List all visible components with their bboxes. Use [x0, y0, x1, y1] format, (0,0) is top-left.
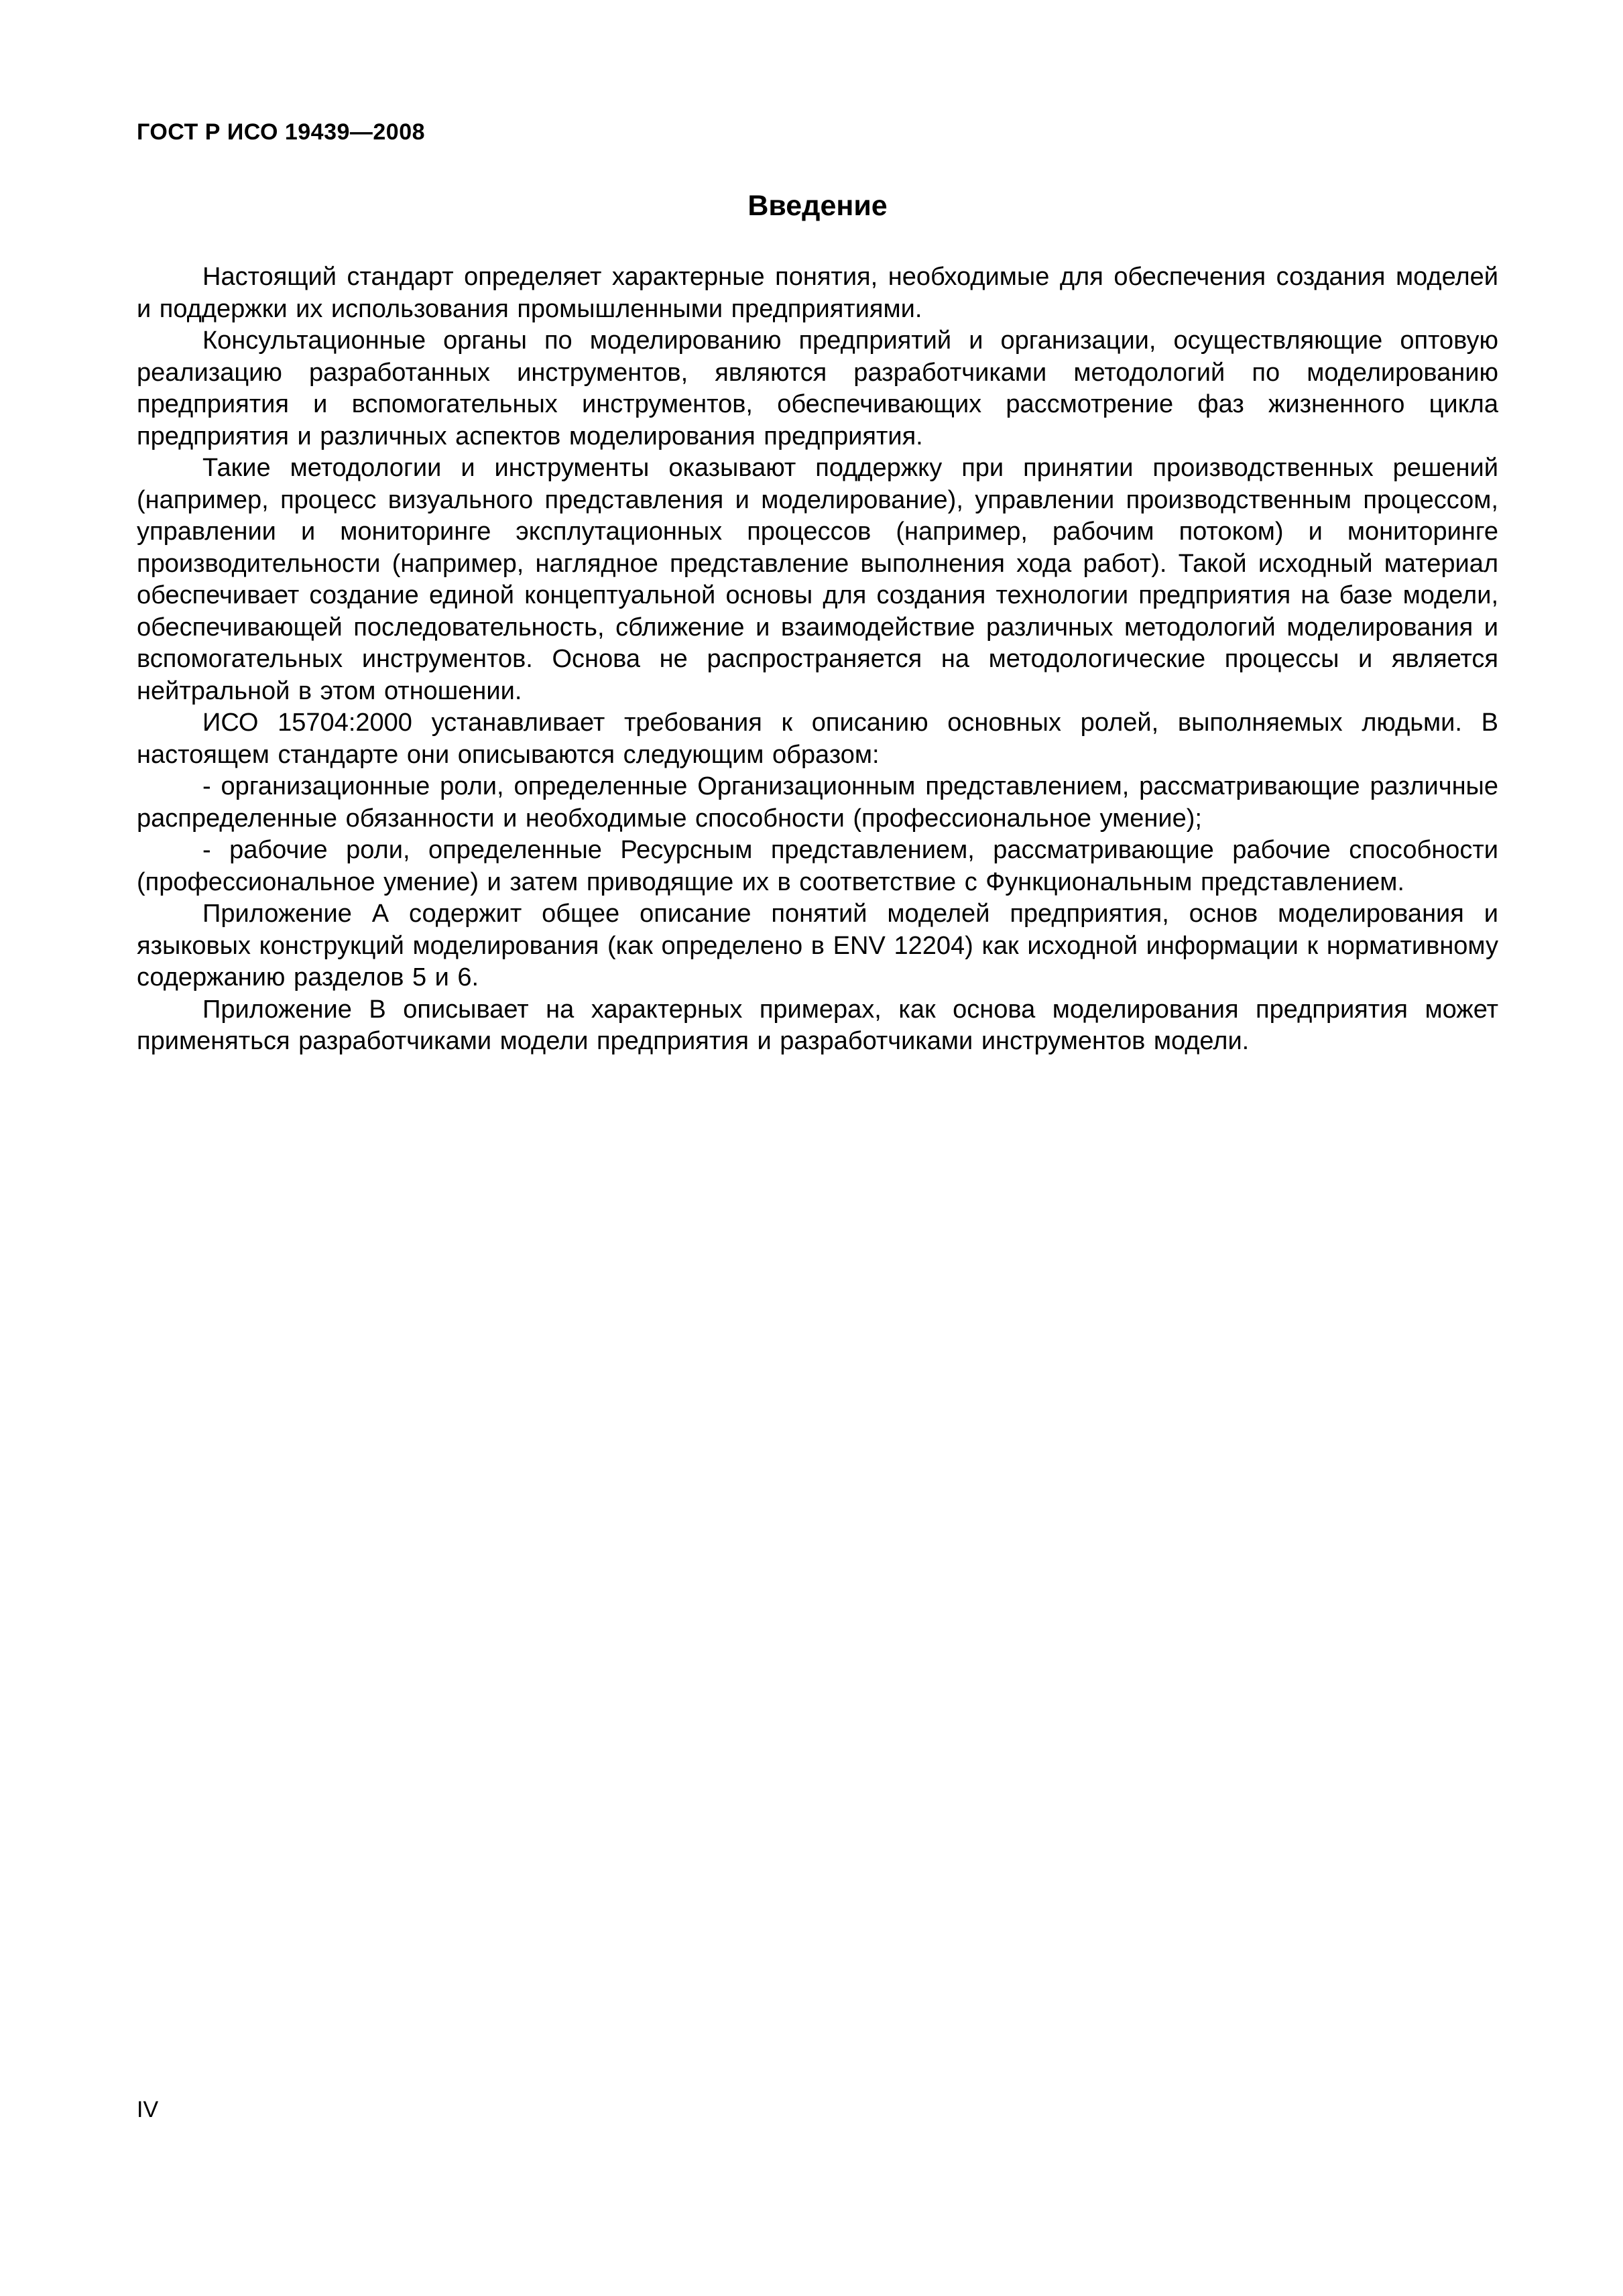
paragraph-intro: Настоящий стандарт определяет характерные понятия, необходимые для обеспечения создания моделей и поддержки их использования промышленными предприятиями. [137, 263, 1498, 323]
document-number: ГОСТ Р ИСО 19439—2008 [137, 119, 426, 145]
page-number: IV [137, 2097, 159, 2122]
document-body [137, 261, 1498, 1058]
list-item-organizational-roles: - организационные роли, определенные Организационным представлением, рассматривающие различные распределенные обязанности и необходимые способности (профессиональное умение); [137, 772, 1498, 833]
paragraph-consulting-bodies: Консультационные органы по моделированию предприятий и организации, осуществляющие оптовую реализацию разработанных инструментов, являются разработчиками методологий по моделированию предприятия и вспомогательных инструментов, обеспечивающих рассмотрение фаз жизненного цикла предприятия и различных аспектов моделирования предприятия. [137, 326, 1498, 450]
paragraph-iso-15704: ИСО 15704:2000 устанавливает требования к описанию основных ролей, выполняемых людьми. В настоящем стандарте они описываются следующим образом: [137, 709, 1498, 769]
section-title: Введение [747, 190, 888, 222]
paragraph-annex-b: Приложение В описывает на характерных примерах, как основа моделирования предприятия может применяться разработчиками модели предприятия и разработчиками инструментов модели. [137, 995, 1498, 1055]
list-item-working-roles: - рабочие роли, определенные Ресурсным представлением, рассматривающие рабочие способности (профессиональное умение) и затем приводящие их в соответствие с Функциональным представлением. [137, 836, 1498, 896]
paragraph-methodologies: Такие методологии и инструменты оказывают поддержку при принятии производственных решений (например, процесс визуального представления и моделирование), управлении производственным процессом, управлении и мониторинге эксплутационных процессов (например, рабочим потоком) и мониторинге производительности (например, наглядное представление выполнения хода работ). Такой исходный материал обеспечивает создание единой концептуальной основы для создания технологии предприятия на базе модели, обеспечивающей последовательность, сближение и взаимодействие различных методологий моделирования и вспомогательных инструментов. Основа не распространяется на методологические процессы и является нейтральной в этом отношении. [137, 454, 1498, 705]
paragraph-annex-a: Приложение А содержит общее описание понятий моделей предприятия, основ моделирования и языковых конструкций моделирования (как определено в ENV 12204) как исходной информации к нормативному содержанию разделов 5 и 6. [137, 900, 1498, 991]
